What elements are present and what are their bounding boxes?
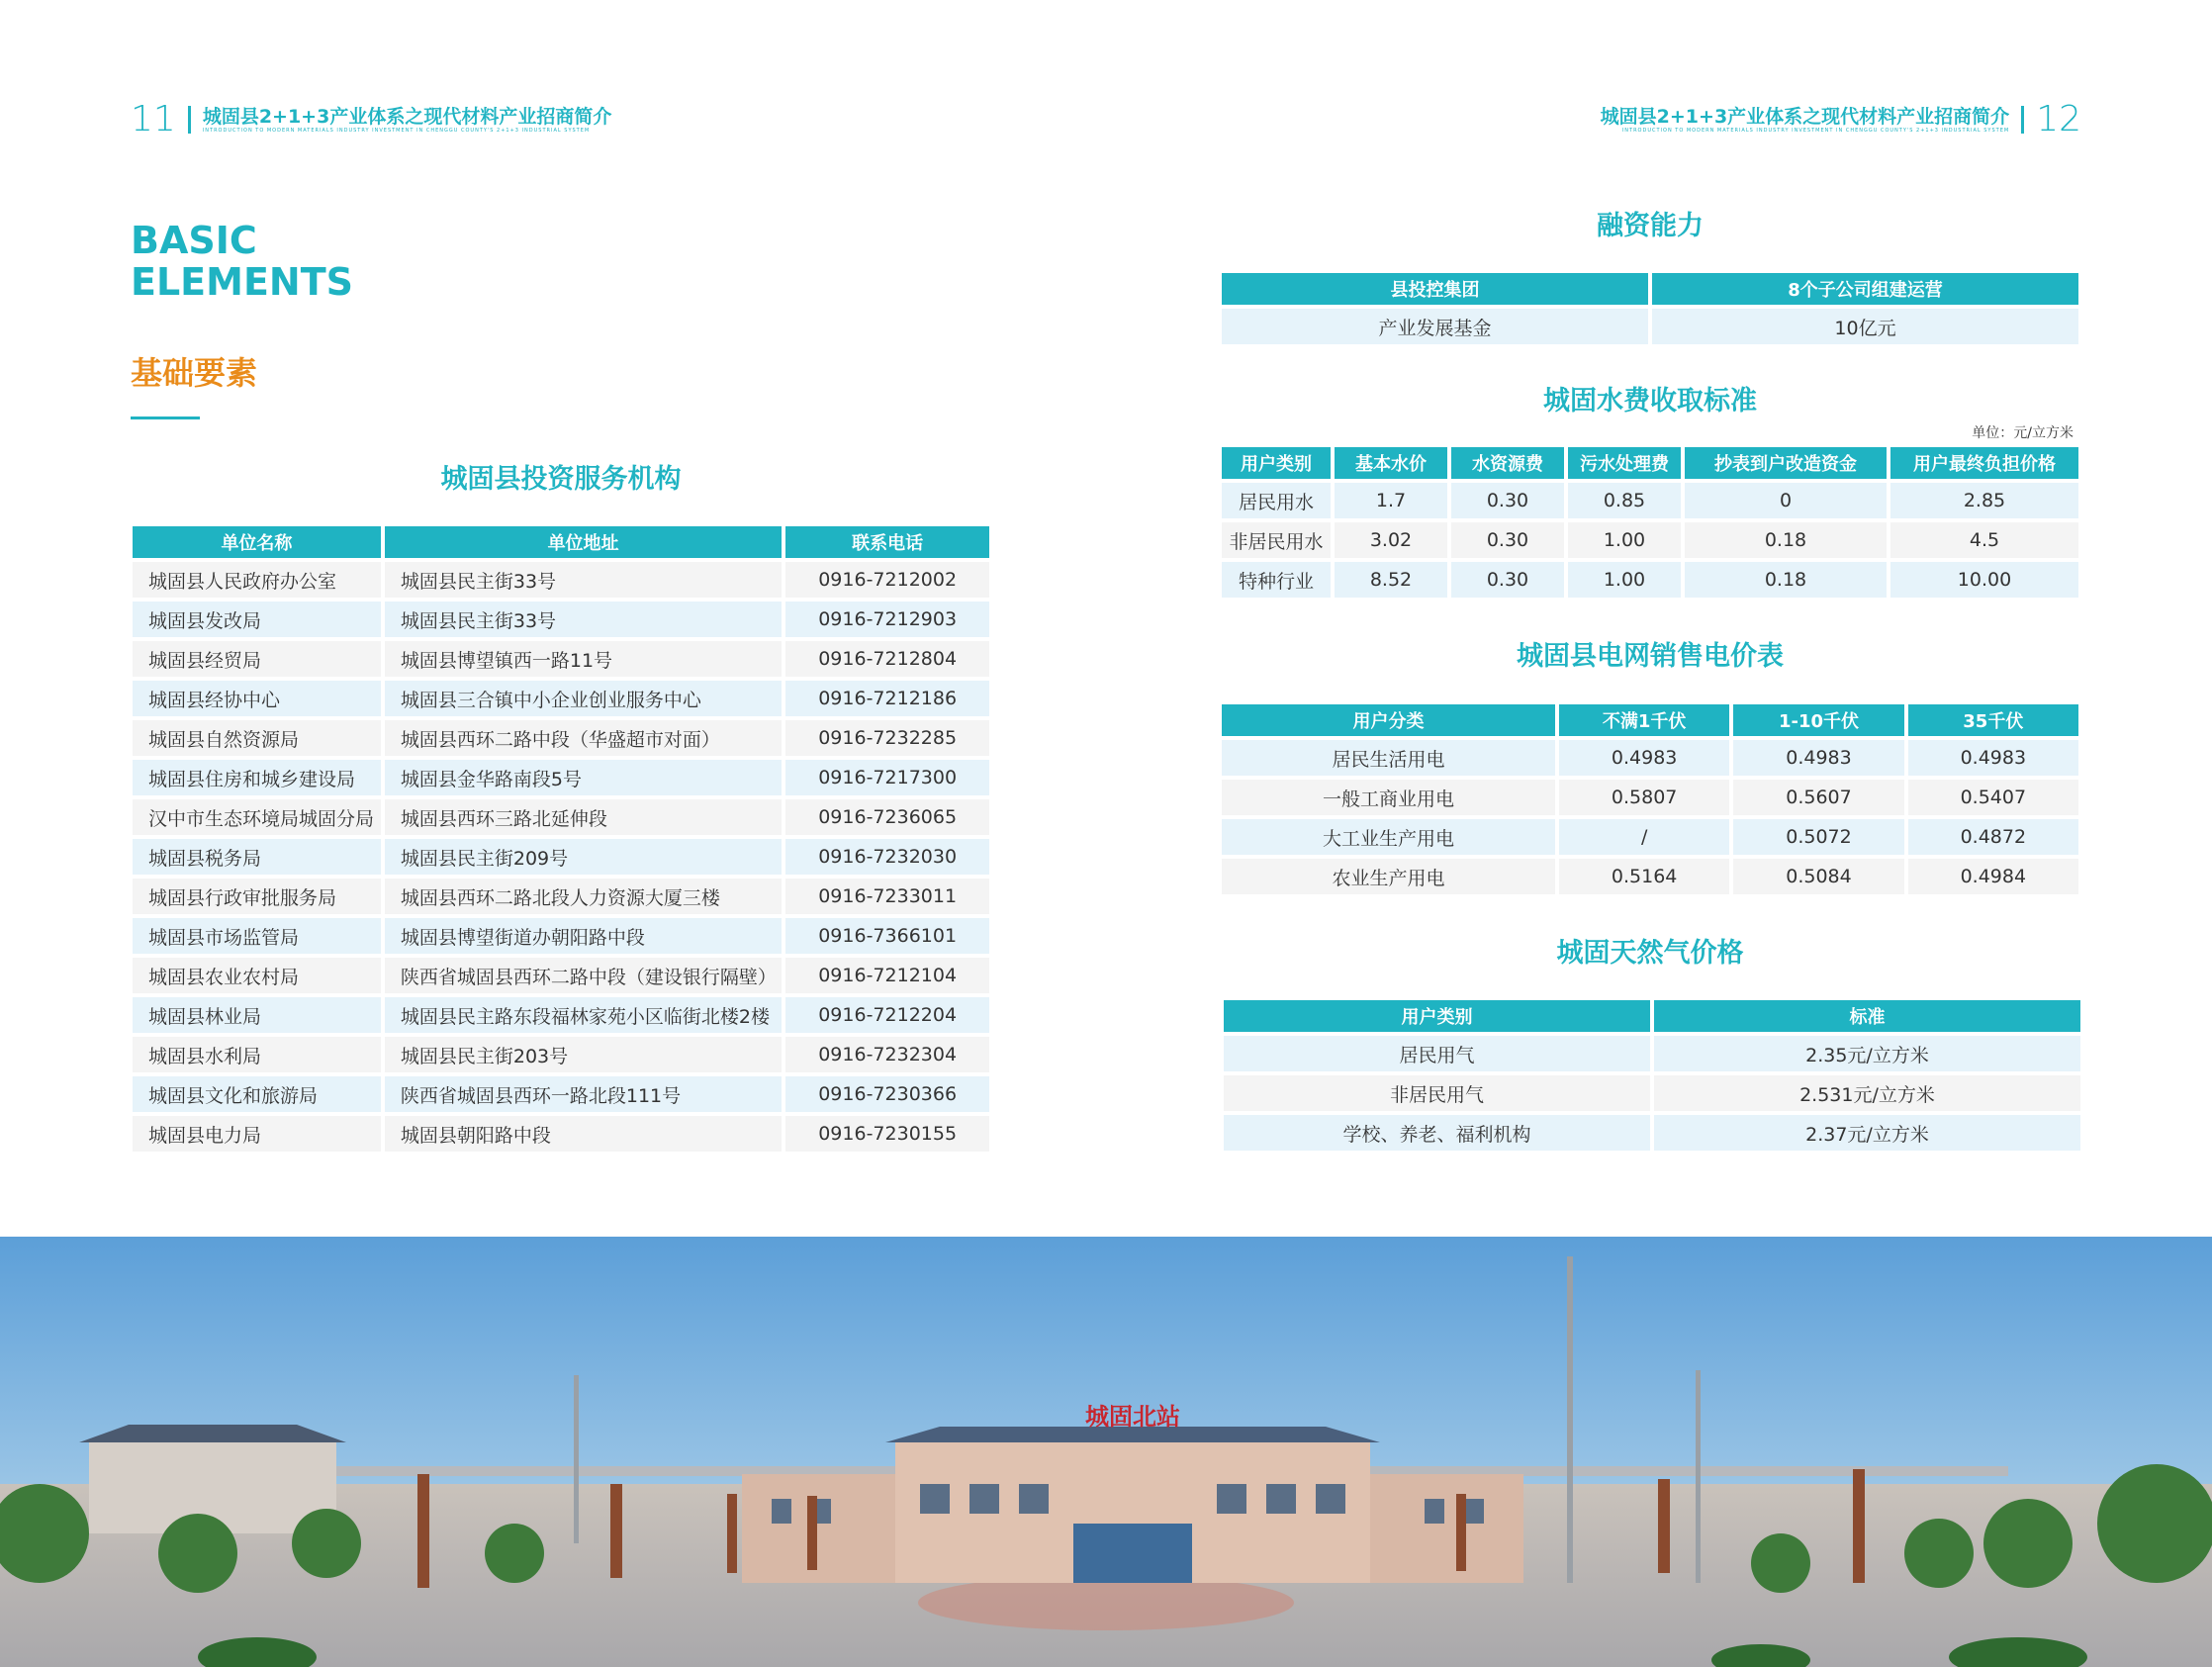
investment-header-2: 联系电话 (785, 526, 989, 558)
power-header-2: 1-10千伏 (1733, 704, 1903, 736)
table-row (133, 958, 989, 993)
power-cell: 0.4983 (1733, 740, 1903, 776)
financing-cell: 县投控集团 (1222, 273, 1648, 305)
water-header-3: 污水处理费 (1568, 447, 1681, 479)
table-row (133, 799, 989, 835)
investment-cell: 0916-7212804 (785, 641, 989, 677)
header-title-left: 城固县2+1+3产业体系之现代材料产业招商简介 (202, 105, 612, 128)
gas-cell: 居民用气 (1224, 1036, 1650, 1071)
plaza-pattern (918, 1575, 1294, 1630)
investment-cell: 0916-7212104 (785, 958, 989, 993)
water-cell: 0.18 (1685, 562, 1887, 598)
basic-line2: ELEMENTS (131, 260, 353, 304)
table-row (1222, 309, 2078, 344)
light-mast (1696, 1370, 1701, 1583)
water-cell: 0.30 (1451, 483, 1564, 518)
investment-cell: 0916-7212903 (785, 602, 989, 637)
investment-table (129, 522, 993, 1156)
station-photo (0, 1237, 2212, 1667)
gas-cell: 2.35元/立方米 (1654, 1036, 2080, 1071)
left-page-header (131, 99, 611, 139)
financing-cell: 10亿元 (1652, 309, 2078, 344)
station-entrance (1073, 1524, 1192, 1583)
table-row (133, 1037, 989, 1072)
investment-cell: 0916-7230366 (785, 1076, 989, 1112)
basic-cn-title: 基础要素 (131, 354, 258, 392)
investment-cell: 0916-7232285 (785, 720, 989, 756)
table-row (133, 562, 989, 598)
financing-table (1218, 269, 2082, 348)
table-row (1222, 859, 2078, 894)
investment-cell: 0916-7236065 (785, 799, 989, 835)
power-header-1: 不满1千伏 (1559, 704, 1729, 736)
investment-cell: 城固县自然资源局 (133, 720, 381, 756)
table-row (133, 760, 989, 795)
header-subtitle-left: INTRODUCTION TO MODERN MATERIALS INDUSTRY INVESTMENT IN CHENGGU COUNTY'S 2+1+3 INDUSTRIAL SYSTEM (202, 127, 591, 134)
power-header-3: 35千伏 (1908, 704, 2078, 736)
power-cell: 一般工商业用电 (1222, 780, 1555, 815)
investment-cell: 城固县西环二路中段（华盛超市对面） (385, 720, 782, 756)
investment-cell: 汉中市生态环境局城固分局 (133, 799, 381, 835)
header-divider (188, 106, 191, 134)
water-cell: 0.18 (1685, 522, 1887, 558)
water-cell: 4.5 (1890, 522, 2078, 558)
investment-cell: 城固县文化和旅游局 (133, 1076, 381, 1112)
table-row (1222, 780, 2078, 815)
power-cell: 0.4983 (1559, 740, 1729, 776)
power-title: 城固县电网销售电价表 (1517, 641, 1784, 672)
power-table (1218, 700, 2082, 898)
investment-cell: 0916-7232304 (785, 1037, 989, 1072)
power-cell: 农业生产用电 (1222, 859, 1555, 894)
water-cell: 2.85 (1890, 483, 2078, 518)
water-cell: 0.30 (1451, 562, 1564, 598)
water-cell: 0.85 (1568, 483, 1681, 518)
investment-cell: 城固县林业局 (133, 997, 381, 1033)
investment-cell: 0916-7212186 (785, 681, 989, 716)
table-row (1222, 819, 2078, 855)
table-row (133, 1076, 989, 1112)
water-cell: 0 (1685, 483, 1887, 518)
water-cell: 1.7 (1335, 483, 1447, 518)
table-row (133, 1116, 989, 1152)
water-header-5: 用户最终负担价格 (1890, 447, 2078, 479)
water-header-4: 抄表到户改造资金 (1685, 447, 1887, 479)
gas-cell: 2.37元/立方米 (1654, 1115, 2080, 1151)
gas-header-1: 标准 (1654, 1000, 2080, 1032)
investment-cell: 城固县西环三路北延伸段 (385, 799, 782, 835)
power-cell: 0.5607 (1733, 780, 1903, 815)
investment-cell: 城固县博望镇西一路11号 (385, 641, 782, 677)
power-cell: 大工业生产用电 (1222, 819, 1555, 855)
investment-title: 城固县投资服务机构 (440, 464, 682, 495)
investment-cell: 城固县金华路南段5号 (385, 760, 782, 795)
water-cell: 1.00 (1568, 522, 1681, 558)
water-cell: 非居民用水 (1222, 522, 1331, 558)
table-row (1222, 483, 2078, 518)
investment-cell: 城固县经协中心 (133, 681, 381, 716)
investment-cell: 城固县民主街209号 (385, 839, 782, 875)
station-sign: 城固北站 (1085, 1403, 1180, 1431)
gas-cell: 2.531元/立方米 (1654, 1075, 2080, 1111)
basic-line1: BASIC (131, 219, 257, 262)
investment-cell: 城固县水利局 (133, 1037, 381, 1072)
header-divider (2021, 106, 2024, 134)
investment-cell: 城固县发改局 (133, 602, 381, 637)
financing-cell: 产业发展基金 (1222, 309, 1648, 344)
power-cell: 0.4872 (1908, 819, 2078, 855)
water-cell: 8.52 (1335, 562, 1447, 598)
investment-cell: 城固县税务局 (133, 839, 381, 875)
title-underline (131, 417, 200, 419)
water-cell: 1.00 (1568, 562, 1681, 598)
power-cell: 居民生活用电 (1222, 740, 1555, 776)
investment-cell: 陕西省城固县西环二路中段（建设银行隔壁） (385, 958, 782, 993)
investment-cell: 城固县农业农村局 (133, 958, 381, 993)
table-row (133, 918, 989, 954)
gas-cell: 学校、养老、福利机构 (1224, 1115, 1650, 1151)
investment-cell: 城固县三合镇中小企业创业服务中心 (385, 681, 782, 716)
power-cell: 0.5084 (1733, 859, 1903, 894)
table-row (133, 720, 989, 756)
investment-cell: 城固县经贸局 (133, 641, 381, 677)
power-cell: 0.5807 (1559, 780, 1729, 815)
table-row (1224, 1075, 2080, 1111)
header-title-right: 城固县2+1+3产业体系之现代材料产业招商简介 (1600, 105, 2010, 128)
investment-cell: 0916-7212002 (785, 562, 989, 598)
table-row (133, 839, 989, 875)
investment-cell: 城固县民主街33号 (385, 562, 782, 598)
investment-cell: 城固县住房和城乡建设局 (133, 760, 381, 795)
table-row (133, 641, 989, 677)
table-row (133, 602, 989, 637)
gas-title: 城固天然气价格 (1556, 938, 1744, 969)
table-row (1222, 740, 2078, 776)
power-header-0: 用户分类 (1222, 704, 1555, 736)
light-mast (574, 1375, 579, 1543)
investment-cell: 城固县西环二路北段人力资源大厦三楼 (385, 879, 782, 914)
financing-title: 融资能力 (1597, 211, 1704, 241)
investment-cell: 陕西省城固县西环一路北段111号 (385, 1076, 782, 1112)
investment-cell: 城固县民主街203号 (385, 1037, 782, 1072)
investment-cell: 城固县民主街33号 (385, 602, 782, 637)
table-row (1224, 1036, 2080, 1071)
power-cell: 0.5164 (1559, 859, 1729, 894)
gas-table (1220, 996, 2084, 1155)
page-number-right: 12 (2036, 99, 2081, 139)
table-row (133, 879, 989, 914)
investment-cell: 0916-7232030 (785, 839, 989, 875)
basic-elements-heading (131, 220, 353, 303)
power-cell: 0.5072 (1733, 819, 1903, 855)
investment-cell: 0916-7230155 (785, 1116, 989, 1152)
light-mast (1567, 1256, 1573, 1583)
water-cell: 特种行业 (1222, 562, 1331, 598)
page-number-left: 11 (131, 99, 176, 139)
investment-cell: 城固县博望街道办朝阳路中段 (385, 918, 782, 954)
investment-cell: 0916-7212204 (785, 997, 989, 1033)
right-page-header (1601, 99, 2081, 139)
table-row (1222, 273, 2078, 305)
water-title: 城固水费收取标准 (1543, 386, 1757, 417)
water-table (1218, 443, 2082, 602)
power-cell: / (1559, 819, 1729, 855)
water-header-1: 基本水价 (1335, 447, 1447, 479)
investment-cell: 城固县民主路东段福林家苑小区临街北楼2楼 (385, 997, 782, 1033)
investment-cell: 城固县电力局 (133, 1116, 381, 1152)
water-header-2: 水资源费 (1451, 447, 1564, 479)
table-row (1222, 522, 2078, 558)
investment-cell: 城固县行政审批服务局 (133, 879, 381, 914)
water-unit: 单位：元/立方米 (1972, 425, 2074, 441)
water-cell: 10.00 (1890, 562, 2078, 598)
header-subtitle-right: INTRODUCTION TO MODERN MATERIALS INDUSTRY INVESTMENT IN CHENGGU COUNTY'S 2+1+3 INDUSTRIAL SYSTEM (1621, 127, 2010, 134)
investment-header-0: 单位名称 (133, 526, 381, 558)
table-row (133, 997, 989, 1033)
table-row (133, 681, 989, 716)
investment-cell: 0916-7233011 (785, 879, 989, 914)
gas-cell: 非居民用气 (1224, 1075, 1650, 1111)
power-cell: 0.4984 (1908, 859, 2078, 894)
table-row (1224, 1115, 2080, 1151)
table-row (1222, 562, 2078, 598)
investment-cell: 0916-7217300 (785, 760, 989, 795)
water-cell: 3.02 (1335, 522, 1447, 558)
power-cell: 0.5407 (1908, 780, 2078, 815)
investment-cell: 城固县市场监管局 (133, 918, 381, 954)
water-cell: 0.30 (1451, 522, 1564, 558)
investment-cell: 0916-7366101 (785, 918, 989, 954)
investment-cell: 城固县人民政府办公室 (133, 562, 381, 598)
power-cell: 0.4983 (1908, 740, 2078, 776)
investment-header-1: 单位地址 (385, 526, 782, 558)
water-cell: 居民用水 (1222, 483, 1331, 518)
gas-header-0: 用户类别 (1224, 1000, 1650, 1032)
investment-cell: 城固县朝阳路中段 (385, 1116, 782, 1152)
financing-cell: 8个子公司组建运营 (1652, 273, 2078, 305)
water-header-0: 用户类别 (1222, 447, 1331, 479)
